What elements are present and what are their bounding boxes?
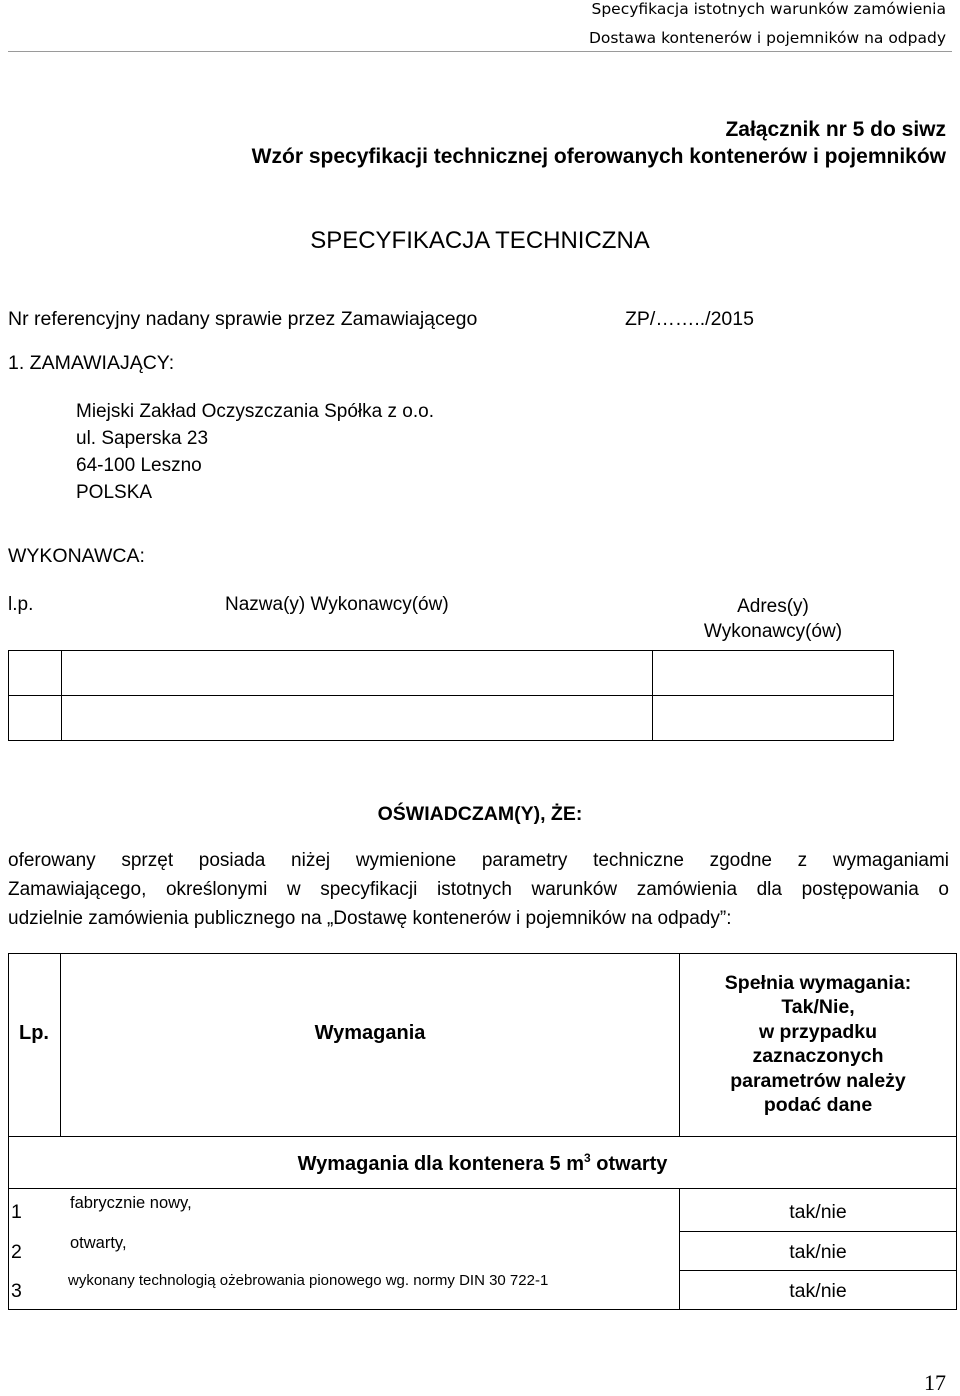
requirements-table-border xyxy=(8,953,957,954)
compliance-header-line: Tak/Nie, xyxy=(781,996,855,1019)
contractor-address-cell[interactable] xyxy=(653,651,893,695)
compliance-header-line: parametrów należy xyxy=(730,1069,906,1092)
requirements-col-compliance xyxy=(680,971,956,1117)
requirement-row-answer[interactable]: tak/nie xyxy=(789,1280,847,1302)
requirement-row-answer[interactable]: tak/nie xyxy=(789,1241,847,1263)
ordering-party-city: 64-100 Leszno xyxy=(76,455,202,476)
requirements-table-border xyxy=(8,1136,957,1137)
contractor-table-border xyxy=(8,740,894,741)
contractor-table-border xyxy=(893,650,894,741)
compliance-header-line: podać dane xyxy=(763,1094,873,1117)
declaration-line: udzielnie zamówienia publicznego na „Dostawę kontenerów i pojemników na odpady”: xyxy=(8,908,732,929)
header-doc-subject: Dostawa kontenerów i pojemników na odpady xyxy=(588,29,946,47)
requirements-col-req: Wymagania xyxy=(314,1022,426,1044)
page-number: 17 xyxy=(924,1370,946,1395)
ordering-party-country: POLSKA xyxy=(76,482,153,503)
contractor-col-address xyxy=(653,594,893,644)
contractor-col-address-line2: Wykonawcy(ów) xyxy=(703,621,843,642)
declaration-line: oferowany sprzęt posiada niżej wymienione parametry techniczne zgodne z wymaganiami xyxy=(8,850,949,871)
compliance-header-line: zaznaczonych xyxy=(752,1045,884,1068)
requirements-section-title xyxy=(8,1151,957,1176)
requirement-row-text: otwarty, xyxy=(70,1234,127,1252)
requirement-row-text: fabrycznie nowy, xyxy=(70,1194,192,1212)
section-title-superscript: 3 xyxy=(584,1151,591,1165)
requirements-table-border xyxy=(679,1231,957,1232)
reference-value: ZP/……../2015 xyxy=(625,308,754,330)
annex-title: Załącznik nr 5 do siwz xyxy=(725,118,946,141)
requirement-row-number: 1 xyxy=(11,1201,22,1223)
contractor-name-cell[interactable] xyxy=(62,696,652,740)
ordering-party-name: Miejski Zakład Oczyszczania Spółka z o.o. xyxy=(76,401,434,422)
requirements-table-border xyxy=(679,1270,957,1271)
contractor-name-cell[interactable] xyxy=(62,651,652,695)
requirements-table-border xyxy=(60,953,61,1137)
contractor-col-lp: l.p. xyxy=(8,594,34,615)
contractor-heading: WYKONAWCA: xyxy=(8,545,145,567)
declaration-line: Zamawiającego, określonymi w specyfikacji istotnych warunków zamówienia dla postępowania o xyxy=(8,879,949,900)
declaration-text xyxy=(8,846,949,933)
requirement-row-number: 2 xyxy=(11,1241,22,1263)
ordering-party-heading: 1. ZAMAWIAJĄCY: xyxy=(8,352,175,374)
contractor-table-border xyxy=(8,650,9,741)
contractor-col-address-line1: Adres(y) xyxy=(737,596,809,617)
requirements-table-border xyxy=(8,1188,957,1189)
declaration-heading: OŚWIADCZAM(Y), ŻE: xyxy=(377,803,583,825)
header-doc-title: Specyfikacja istotnych warunków zamówienia xyxy=(591,0,946,18)
requirement-row-text: wykonany technologią ożebrowania pionowego wg. normy DIN 30 722-1 xyxy=(68,1272,549,1289)
compliance-header-line: w przypadku xyxy=(758,1020,878,1043)
compliance-header-line: Spełnia wymagania: xyxy=(724,972,912,994)
contractor-address-cell[interactable] xyxy=(653,696,893,740)
requirement-row-answer[interactable]: tak/nie xyxy=(789,1201,847,1223)
requirements-col-lp: Lp. xyxy=(19,1022,49,1044)
requirements-table-border xyxy=(956,953,957,1310)
ordering-party-street: ul. Saperska 23 xyxy=(76,428,209,449)
requirements-table-border xyxy=(8,953,9,1310)
section-title-text: Wymagania dla kontenera 5 m xyxy=(297,1153,585,1175)
requirements-table-border xyxy=(8,1309,957,1310)
header-divider xyxy=(8,51,952,52)
document-title: SPECYFIKACJA TECHNICZNA xyxy=(310,227,650,254)
annex-subtitle: Wzór specyfikacji technicznej oferowanych kontenerów i pojemników xyxy=(251,145,946,168)
contractor-col-name: Nazwa(y) Wykonawcy(ów) xyxy=(225,594,449,615)
ordering-party-address xyxy=(76,398,434,506)
requirement-row-number: 3 xyxy=(11,1280,22,1302)
section-title-suffix: otwarty xyxy=(590,1153,668,1175)
reference-label: Nr referencyjny nadany sprawie przez Zamawiającego xyxy=(8,308,478,330)
